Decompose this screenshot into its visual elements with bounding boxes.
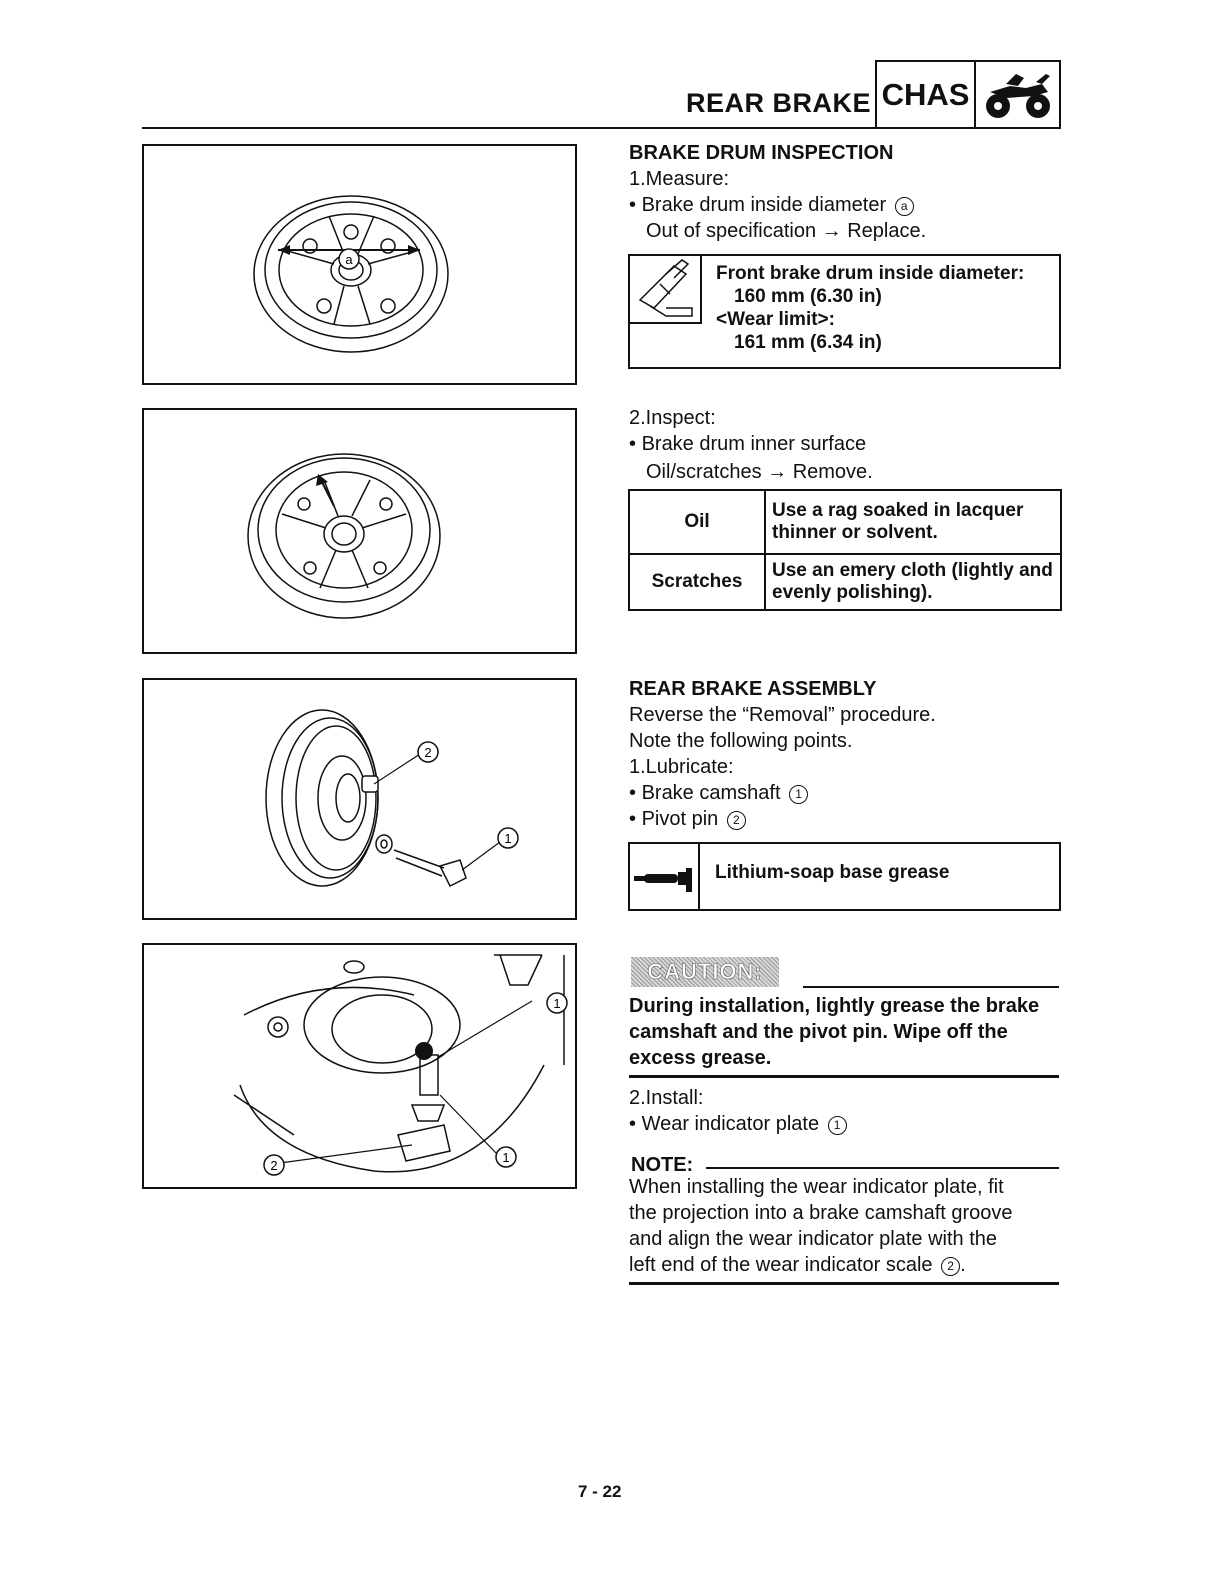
step-lubricate: 1.Lubricate: <box>629 756 734 778</box>
caution-end-rule <box>629 1075 1059 1078</box>
table-key: Oil <box>629 490 765 554</box>
figure-drum-measure <box>142 144 577 385</box>
bullet-text: Brake camshaft <box>641 782 781 804</box>
figure-mark-2: 2 <box>424 745 432 760</box>
step-install: 2.Install: <box>629 1087 704 1109</box>
caliper-icon <box>630 256 702 324</box>
bullet-text: Wear indicator plate <box>641 1113 820 1135</box>
note-line-3: and align the wear indicator plate with the <box>629 1228 998 1250</box>
note-label: NOTE: <box>631 1154 694 1176</box>
table-key: Scratches <box>629 554 765 610</box>
note-line-2: the projection into a brake camshaft groove <box>629 1202 1013 1224</box>
caution-label: CAUTION: <box>631 957 779 987</box>
table-value: Use a rag soaked in lacquer thinner or solvent. <box>765 490 1061 554</box>
caution-line-1: During installation, lightly grease the brake <box>629 995 1040 1017</box>
circled-mark: 2 <box>941 1257 960 1276</box>
figure-mark-2: 2 <box>270 1158 278 1173</box>
caution-line-2: camshaft and the pivot pin. Wipe off the <box>629 1021 1008 1043</box>
note-line-4: left end of the wear indicator scale 2 . <box>629 1254 966 1276</box>
caution-rule <box>803 986 1059 988</box>
circled-mark: 2 <box>727 811 746 830</box>
spec-box <box>628 254 1061 369</box>
note-end-rule <box>629 1282 1059 1285</box>
step-inspect: 2.Inspect: <box>629 407 716 429</box>
bullet-drum-diameter: • Brake drum inside diameter a <box>629 192 914 218</box>
figure-drum-inner <box>142 408 577 654</box>
spec-lines <box>716 262 1024 354</box>
table-row <box>629 490 1061 554</box>
figure-lubricate <box>142 678 577 920</box>
header-rule <box>142 127 877 129</box>
figure-mark-a: a <box>345 252 353 267</box>
figure-wear-indicator <box>142 943 577 1189</box>
section-label: CHAS <box>877 62 976 127</box>
inspection-table <box>628 489 1062 611</box>
note-line-1: When installing the wear indicator plate, fit <box>629 1176 1004 1198</box>
grease-label: Lithium-soap base grease <box>715 862 950 883</box>
bullet-text: Pivot pin <box>641 808 719 830</box>
note-line-4-text: left end of the wear indicator scale <box>629 1254 933 1276</box>
assembly-line-2: Note the following points. <box>629 730 853 752</box>
figure-mark-1: 1 <box>504 831 512 846</box>
table-row <box>629 554 1061 610</box>
bullet-text: Brake drum inside diameter <box>641 194 887 216</box>
figure-mark-1-bottom: 1 <box>502 1150 510 1165</box>
grease-box <box>628 842 1061 911</box>
spec-line-1: Front brake drum inside diameter: <box>716 263 1025 284</box>
section-badge <box>875 60 1061 129</box>
oil-scratch-text: Oil/scratches → Remove. <box>646 461 873 483</box>
grease-gun-icon <box>630 844 700 909</box>
bullet-camshaft: • Brake camshaft 1 <box>629 780 808 806</box>
table-value: Use an emery cloth (lightly and evenly polishing). <box>765 554 1061 610</box>
out-of-spec-text: Out of specification → Replace. <box>646 220 927 242</box>
step-measure: 1.Measure: <box>629 168 730 190</box>
circled-mark: 1 <box>789 785 808 804</box>
circled-mark: a <box>895 197 914 216</box>
figure-mark-1-top: 1 <box>553 996 561 1011</box>
spec-line-3: <Wear limit>: <box>716 309 835 330</box>
atv-icon <box>976 62 1059 127</box>
spec-line-2: 160 mm (6.30 in) <box>734 286 882 307</box>
bullet-wear-indicator: • Wear indicator plate 1 <box>629 1111 847 1137</box>
caution-line-3: excess grease. <box>629 1047 772 1069</box>
bullet-inner-surface: • Brake drum inner surface <box>629 433 867 455</box>
spec-line-4: 161 mm (6.34 in) <box>734 332 882 353</box>
note-rule <box>706 1167 1059 1169</box>
bullet-text: Brake drum inner surface <box>641 433 867 455</box>
circled-mark: 1 <box>828 1116 847 1135</box>
assembly-line-1: Reverse the “Removal” procedure. <box>629 704 936 726</box>
page-number: 7 - 22 <box>578 1482 622 1501</box>
section-title-assembly: REAR BRAKE ASSEMBLY <box>629 678 877 700</box>
bullet-pivot-pin: • Pivot pin 2 <box>629 806 746 832</box>
section-title-drum-inspection: BRAKE DRUM INSPECTION <box>629 142 894 164</box>
page-title: REAR BRAKE <box>686 88 872 118</box>
